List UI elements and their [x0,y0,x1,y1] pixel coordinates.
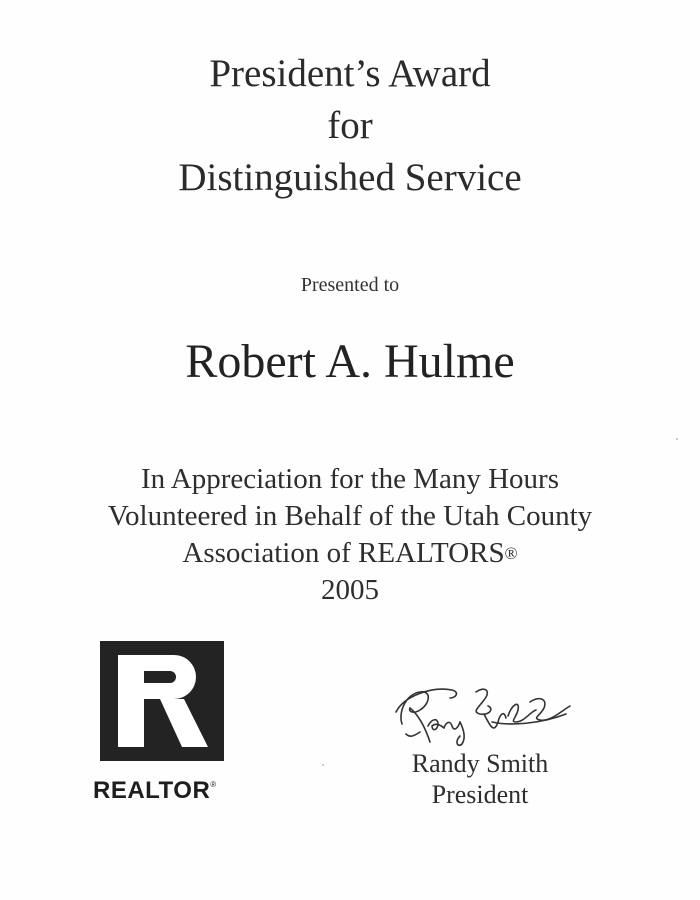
recipient-name: Robert A. Hulme [185,335,515,388]
appreciation-line-1: In Appreciation for the Many Hours [141,463,559,495]
scan-speck [676,438,678,440]
appreciation-line-3-text: Association of REALTORS [182,537,505,569]
award-title [0,48,700,204]
realtor-wordmark [93,777,217,805]
realtor-logo-icon [100,641,224,761]
appreciation-text [0,461,700,609]
title-line-2: for [327,104,373,147]
appreciation-line-2: Volunteered in Behalf of the Utah County [107,500,593,532]
signer-title: President [431,780,529,809]
title-line-1: President’s Award [209,52,491,95]
realtor-mark: ® [210,780,217,789]
realtor-wordmark-text: REALTOR [93,777,211,804]
appreciation-line-3 [0,535,700,572]
presented-to-label: Presented to [300,274,400,296]
title-line-3: Distinguished Service [178,156,522,199]
scan-speck [322,764,324,766]
award-year: 2005 [321,574,379,606]
realtor-r-icon [100,641,224,761]
signature-icon [380,682,580,752]
signer-name: Randy Smith [411,749,549,778]
registered-mark: ® [504,544,518,563]
